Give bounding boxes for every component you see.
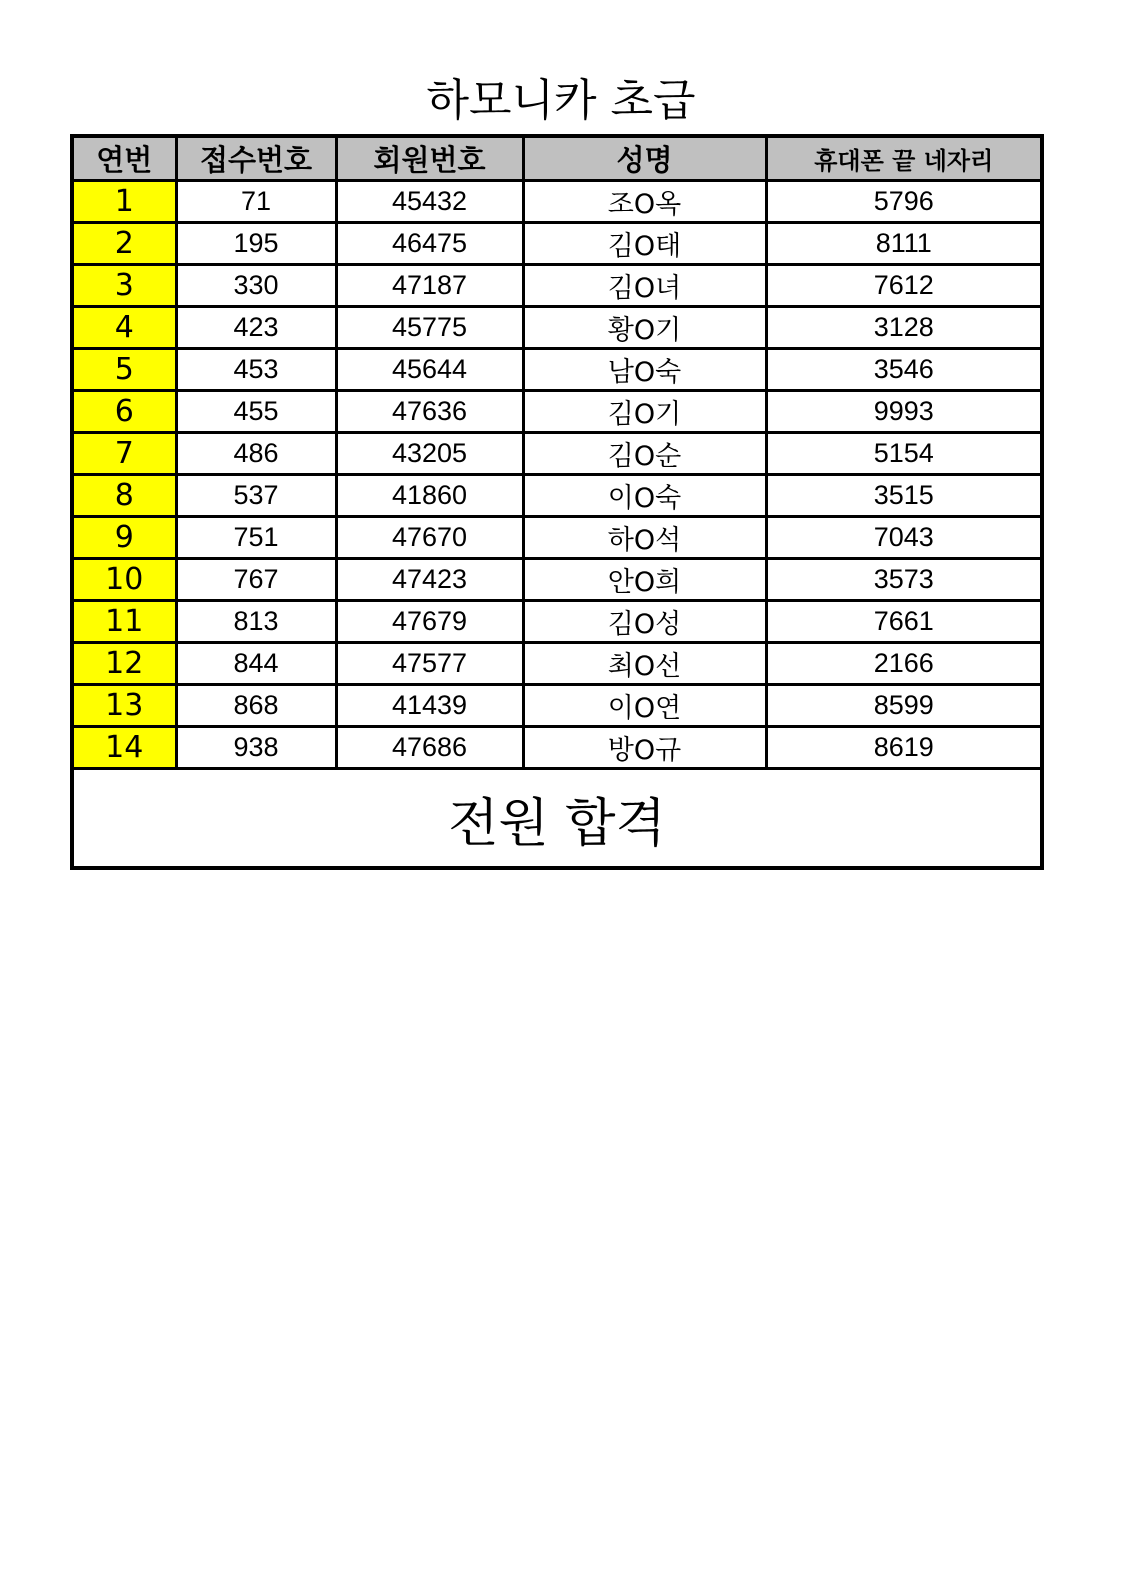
table-row bbox=[72, 265, 1042, 307]
header-seq: 연번 bbox=[72, 136, 176, 181]
footer-row bbox=[72, 769, 1042, 869]
cell-member-no: 47423 bbox=[336, 559, 523, 601]
cell-receipt-no: 537 bbox=[176, 475, 336, 517]
cell-seq: 5 bbox=[72, 349, 176, 391]
cell-seq: 6 bbox=[72, 391, 176, 433]
cell-receipt-no: 71 bbox=[176, 181, 336, 223]
cell-name: 남O숙 bbox=[523, 349, 766, 391]
results-table bbox=[70, 134, 1044, 870]
table-row bbox=[72, 475, 1042, 517]
cell-seq: 1 bbox=[72, 181, 176, 223]
cell-receipt-no: 453 bbox=[176, 349, 336, 391]
table-row bbox=[72, 727, 1042, 769]
table-row bbox=[72, 307, 1042, 349]
cell-member-no: 47636 bbox=[336, 391, 523, 433]
table-row bbox=[72, 517, 1042, 559]
cell-phone-last4: 2166 bbox=[766, 643, 1042, 685]
cell-phone-last4: 8619 bbox=[766, 727, 1042, 769]
cell-member-no: 41439 bbox=[336, 685, 523, 727]
cell-seq: 11 bbox=[72, 601, 176, 643]
header-receipt-no: 접수번호 bbox=[176, 136, 336, 181]
cell-receipt-no: 455 bbox=[176, 391, 336, 433]
cell-phone-last4: 8111 bbox=[766, 223, 1042, 265]
cell-seq: 13 bbox=[72, 685, 176, 727]
table-row bbox=[72, 223, 1042, 265]
cell-receipt-no: 195 bbox=[176, 223, 336, 265]
cell-member-no: 47577 bbox=[336, 643, 523, 685]
table-row bbox=[72, 643, 1042, 685]
header-member-no: 회원번호 bbox=[336, 136, 523, 181]
cell-name: 안O희 bbox=[523, 559, 766, 601]
cell-member-no: 47670 bbox=[336, 517, 523, 559]
header-phone-last4: 휴대폰 끝 네자리 bbox=[766, 136, 1042, 181]
cell-receipt-no: 767 bbox=[176, 559, 336, 601]
cell-phone-last4: 3515 bbox=[766, 475, 1042, 517]
cell-member-no: 46475 bbox=[336, 223, 523, 265]
cell-name: 이O숙 bbox=[523, 475, 766, 517]
cell-name: 김O태 bbox=[523, 223, 766, 265]
cell-phone-last4: 9993 bbox=[766, 391, 1042, 433]
cell-phone-last4: 3546 bbox=[766, 349, 1042, 391]
cell-name: 김O순 bbox=[523, 433, 766, 475]
cell-receipt-no: 330 bbox=[176, 265, 336, 307]
cell-seq: 9 bbox=[72, 517, 176, 559]
cell-member-no: 43205 bbox=[336, 433, 523, 475]
cell-member-no: 45775 bbox=[336, 307, 523, 349]
table-row bbox=[72, 559, 1042, 601]
table-row bbox=[72, 181, 1042, 223]
cell-receipt-no: 423 bbox=[176, 307, 336, 349]
cell-member-no: 45432 bbox=[336, 181, 523, 223]
cell-receipt-no: 486 bbox=[176, 433, 336, 475]
cell-phone-last4: 5154 bbox=[766, 433, 1042, 475]
table-row bbox=[72, 685, 1042, 727]
cell-receipt-no: 751 bbox=[176, 517, 336, 559]
table-row bbox=[72, 433, 1042, 475]
cell-member-no: 47187 bbox=[336, 265, 523, 307]
cell-phone-last4: 7661 bbox=[766, 601, 1042, 643]
cell-seq: 10 bbox=[72, 559, 176, 601]
cell-member-no: 41860 bbox=[336, 475, 523, 517]
cell-member-no: 47679 bbox=[336, 601, 523, 643]
cell-seq: 7 bbox=[72, 433, 176, 475]
cell-phone-last4: 8599 bbox=[766, 685, 1042, 727]
page-title: 하모니카 초급 bbox=[426, 75, 696, 126]
cell-member-no: 47686 bbox=[336, 727, 523, 769]
cell-seq: 8 bbox=[72, 475, 176, 517]
table-row bbox=[72, 349, 1042, 391]
cell-phone-last4: 7612 bbox=[766, 265, 1042, 307]
cell-name: 최O선 bbox=[523, 643, 766, 685]
cell-name: 하O석 bbox=[523, 517, 766, 559]
cell-seq: 4 bbox=[72, 307, 176, 349]
cell-name: 김O녀 bbox=[523, 265, 766, 307]
all-passed-notice: 전원 합격 bbox=[72, 769, 1042, 869]
cell-seq: 12 bbox=[72, 643, 176, 685]
cell-receipt-no: 938 bbox=[176, 727, 336, 769]
table-row bbox=[72, 601, 1042, 643]
cell-receipt-no: 813 bbox=[176, 601, 336, 643]
cell-name: 방O규 bbox=[523, 727, 766, 769]
header-name: 성명 bbox=[523, 136, 766, 181]
cell-seq: 3 bbox=[72, 265, 176, 307]
cell-name: 김O기 bbox=[523, 391, 766, 433]
cell-seq: 2 bbox=[72, 223, 176, 265]
cell-phone-last4: 5796 bbox=[766, 181, 1042, 223]
cell-name: 황O기 bbox=[523, 307, 766, 349]
cell-member-no: 45644 bbox=[336, 349, 523, 391]
table-row bbox=[72, 391, 1042, 433]
cell-phone-last4: 3128 bbox=[766, 307, 1042, 349]
header-row bbox=[72, 136, 1042, 181]
cell-name: 이O연 bbox=[523, 685, 766, 727]
cell-phone-last4: 7043 bbox=[766, 517, 1042, 559]
cell-name: 김O성 bbox=[523, 601, 766, 643]
cell-receipt-no: 868 bbox=[176, 685, 336, 727]
cell-name: 조O옥 bbox=[523, 181, 766, 223]
cell-phone-last4: 3573 bbox=[766, 559, 1042, 601]
cell-receipt-no: 844 bbox=[176, 643, 336, 685]
cell-seq: 14 bbox=[72, 727, 176, 769]
